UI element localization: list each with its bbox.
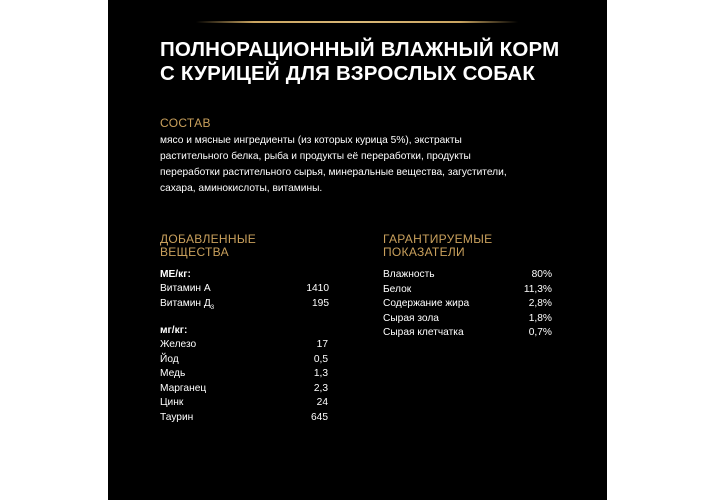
additives-heading [160,233,300,259]
composition-text: мясо и мясные ингредиенты (из которых курица 5%), экстракты растительного белка, рыба и продукты её переработки, продукты переработки растительного сырья, минеральные вещества, загустители, сахара, аминокислоты, витамины. [160,135,507,194]
nutrient-name: Йод [160,353,179,365]
additives-heading-line-2: ВЕЩЕСТВА [160,245,229,259]
nutrient-value: 2,3 [313,382,328,394]
indicator-value: 11,3% [523,283,552,295]
list-item [160,396,328,411]
nutrient-value: 195 [312,297,329,309]
list-item [160,282,329,297]
indicator-value: 2,8% [528,298,552,310]
indicator-name: Влажность [383,269,435,280]
list-item [160,367,328,382]
guaranteed-values-list [383,268,552,341]
me-additives-list [160,282,329,311]
product-title [160,38,580,86]
nutrient-value: 24 [316,397,328,409]
nutrient-value: 1,3 [313,368,328,380]
list-item [160,338,328,353]
list-item [383,312,552,327]
gold-divider-line [196,21,518,23]
nutrient-value: 0,5 [313,353,328,365]
composition-heading: СОСТАВ [160,116,211,130]
indicator-name: Сырая клетчатка [383,327,464,339]
guaranteed-heading [383,233,543,259]
indicator-name: Сырая зола [383,312,439,324]
mg-additives-list [160,338,328,426]
list-item [160,411,328,426]
nutrient-name: Медь [160,368,186,380]
list-item [160,353,328,368]
list-item [160,297,329,312]
me-per-kg-label: МЕ/кг: [160,269,191,280]
indicator-value: 1,8% [528,312,552,324]
nutrient-name-text: Витамин Д [160,297,211,309]
nutrient-name: Марганец [160,382,207,394]
product-info-panel [108,0,607,500]
nutrient-name [160,297,214,316]
list-item [160,382,328,397]
nutrient-name: Железо [160,339,197,350]
indicator-name: Белок [383,283,412,295]
nutrient-value: 645 [311,411,328,423]
indicator-name: Содержание жира [383,298,470,310]
list-item [383,283,552,298]
nutrient-value: 17 [316,339,328,350]
additives-heading-line-1: ДОБАВЛЕННЫЕ [160,232,257,246]
guaranteed-heading-line-2: ПОКАЗАТЕЛИ [383,245,465,259]
guaranteed-heading-line-1: ГАРАНТИРУЕМЫЕ [383,232,493,246]
product-title-line-2: С КУРИЦЕЙ ДЛЯ ВЗРОСЛЫХ СОБАК [160,62,536,85]
nutrient-name: Цинк [160,397,184,409]
nutrient-subscript: 3 [210,304,215,311]
list-item [383,268,552,283]
indicator-value: 80% [531,269,552,280]
nutrient-value: 1410 [306,283,329,294]
list-item [383,297,552,312]
indicator-value: 0,7% [528,327,552,339]
nutrient-name: Витамин А [160,283,211,294]
list-item [383,326,552,341]
nutrient-name: Таурин [160,411,194,423]
mg-per-kg-label: мг/кг: [160,325,188,336]
product-title-line-1: ПОЛНОРАЦИОННЫЙ ВЛАЖНЫЙ КОРМ [160,38,560,61]
